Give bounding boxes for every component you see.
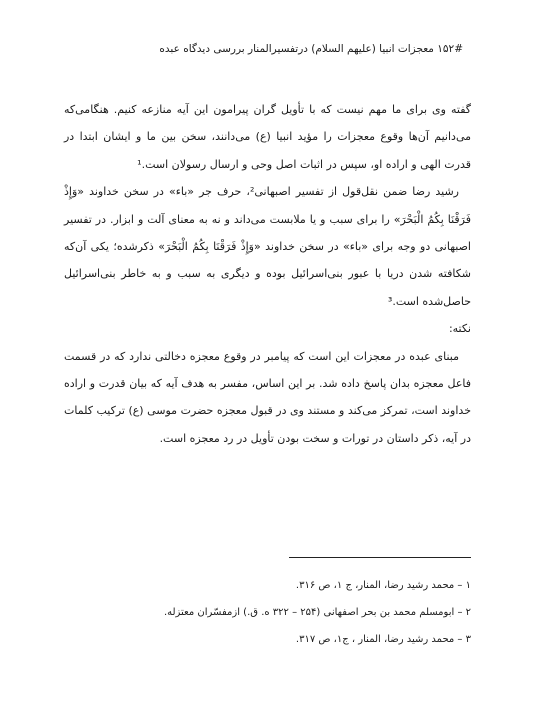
paragraph-2: رشید رضا ضمن نقل‌قول از تفسیر اصبهانی²، حرف جر «باء» در سخن خداوند «وَإِذْ فَرَقْنَا بِكُمُ الْبَحْرَ» را برای سبب و یا ملابست می‌داند و نه به معنای آلت و ابزار. در تفسیر اصبهانی دو وجه برای «باء» در سخن خداوند «وَإِذْ فَرَقْنَا بِكُمُ الْبَحْرَ» ذکرشده؛ یکی آن‌که شکافته شدن دریا با عبور بنی‌اسرائیل بوده و دیگری به سبب و به خاطر بنی‌اسرائیل حاصل‌شده است.³: [64, 185, 471, 308]
paragraph-3: مبنای عبده در معجزات این است که پیامبر در وقوع معجزه دخالتی ندارد که در قسمت فاعل معجزه بدان پاسخ داده شد. بر این اساس، مفسر به هدف آیه که بیان قدرت و اراده خداوند است، تمرکز می‌کند و مستند وی در قبول معجزه حضرت موسی (ع) ترکیب کلمات در آیه، ذکر داستان در تورات و سخت بودن تأویل در رد معجزه است.: [64, 349, 471, 445]
body-text: [64, 96, 471, 452]
footnote-2: ۲ – ابومسلم محمد بن بحر اصفهانی (۲۵۴ – ۳۲۲ ه. ق.) ازمفسّران معتزله.: [163, 607, 471, 618]
footnote-3: ۳ – محمد رشید رضا، المنار ، ج۱، ص ۳۱۷.: [295, 634, 471, 645]
footnotes: [64, 572, 471, 653]
running-header: ۱۵۲# معجزات انبیا (علیهم السلام) درتفسیرالمنار بررسی دیدگاه عبده: [159, 43, 463, 55]
footnote-divider: [289, 557, 471, 558]
note-heading: نکته:: [448, 322, 471, 336]
footnote-1: ۱ – محمد رشید رضا، المنار، ج ۱، ص ۳۱۶.: [295, 580, 471, 591]
paragraph-1: گفته وی برای ما مهم نیست که با تأویل گران پیرامون این آیه منازعه کنیم. هنگامی‌که می‌دانیم آن‌ها وقوع معجزات را مؤید انبیا (ع) می‌دانند، سخن بین ما و ایشان ابتدا در قدرت الهی و اراده او، سپس در اثبات اصل وحی و ارسال رسولان است.¹: [64, 103, 471, 171]
